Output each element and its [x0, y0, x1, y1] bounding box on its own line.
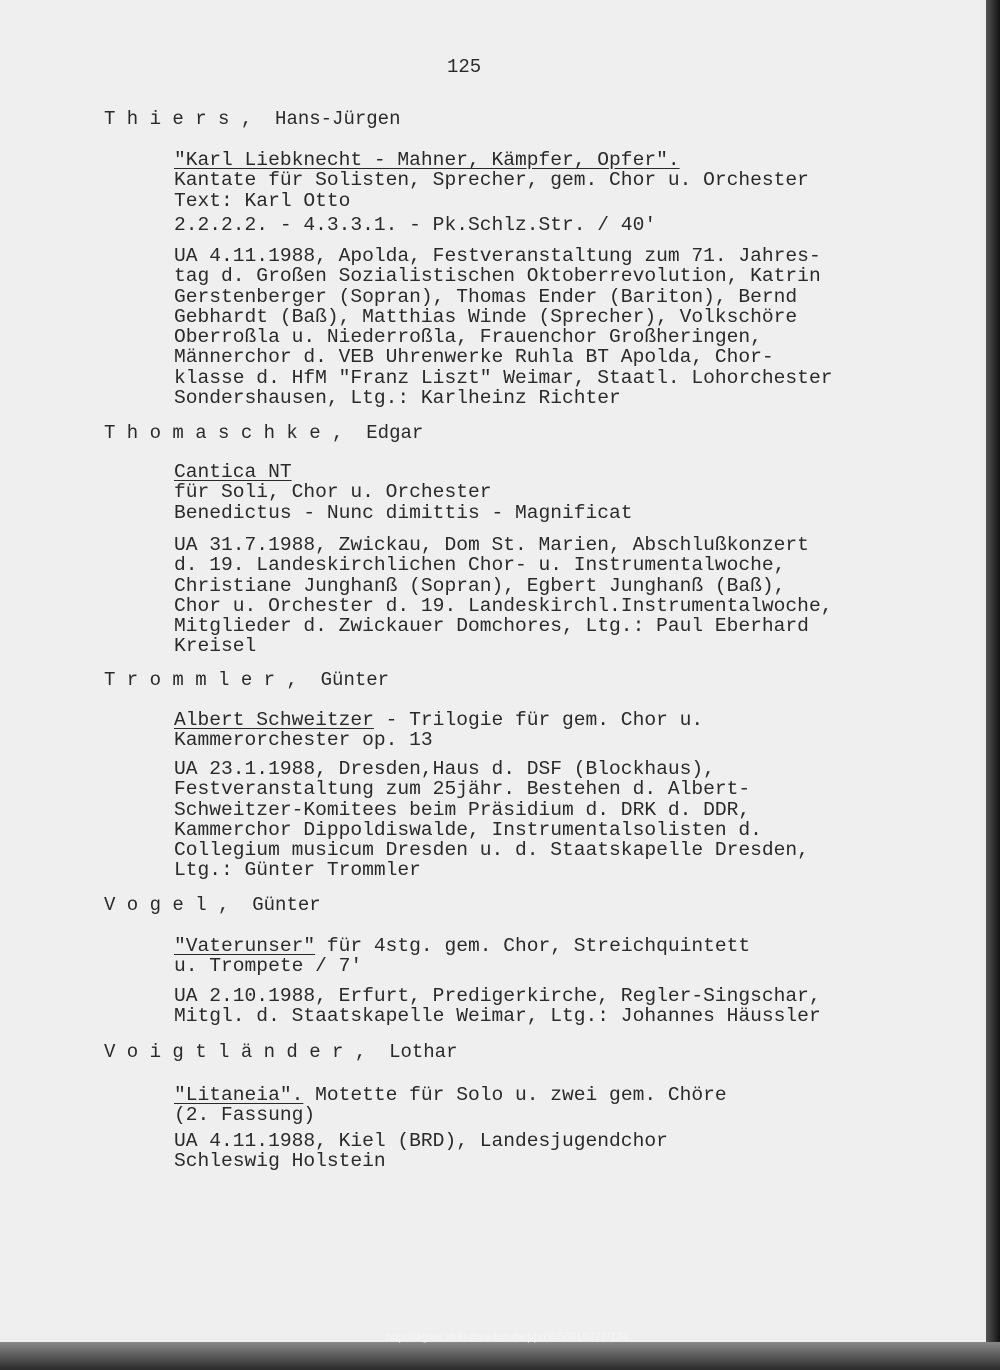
premiere-line: Kammerchor Dippoldiswalde, Instrumentalsolisten d.: [174, 818, 762, 841]
work-description-line: Text: Karl Otto: [174, 189, 351, 212]
composer-surname: T h o m a s c h k e ,: [104, 422, 344, 444]
premiere-info: [174, 1131, 668, 1172]
work-title-block: [174, 710, 703, 751]
premiere-line: Collegium musicum Dresden u. d. Staatskapelle Dresden,: [174, 839, 809, 862]
premiere-info: [174, 246, 832, 408]
premiere-line: Sondershausen, Ltg.: Karlheinz Richter: [174, 387, 621, 410]
premiere-line: UA 23.1.1988, Dresden,Haus d. DSF (Blockhaus),: [174, 758, 715, 780]
scan-bottom-edge: [0, 1342, 1000, 1370]
work-title-line: [174, 150, 809, 170]
composer-heading: [104, 109, 400, 129]
work-title: "Karl Liebknecht - Mahner, Kämpfer, Opfer".: [174, 149, 680, 171]
work-title-rest: für 4stg. gem. Chor, Streichquintett: [315, 935, 751, 957]
work-title: Cantica NT: [174, 461, 292, 483]
premiere-info: [174, 759, 809, 881]
work-title-line: [174, 1085, 727, 1105]
instrumentation: 2.2.2.2. - 4.3.3.1. - Pk.Schlz.Str. / 40': [174, 214, 657, 236]
work-description-line: Benedictus - Nunc dimittis - Magnificat: [174, 501, 633, 524]
premiere-line: Mitgl. d. Staatskapelle Weimar, Ltg.: Johannes Häussler: [174, 1005, 821, 1028]
premiere-line: d. 19. Landeskirchlichen Chor- u. Instrumentalwoche,: [174, 554, 786, 577]
premiere-line: Mitglieder d. Zwickauer Domchores, Ltg.: Paul Eberhard: [174, 615, 809, 638]
work-description-line: Kantate für Solisten, Sprecher, gem. Chor u. Orchester: [174, 169, 809, 192]
premiere-line: Christiane Junghanß (Sopran), Egbert Junghanß (Baß),: [174, 574, 786, 597]
composer-firstname: Günter: [320, 669, 390, 691]
footer-url[interactable]: http://digital.slub-dresden.de/ppn3058016222/134: [386, 1331, 629, 1343]
premiere-line: Gebhardt (Baß), Matthias Winde (Sprecher), Volkschöre: [174, 305, 798, 328]
work-title-block: [174, 936, 750, 977]
work-description-line: für Soli, Chor u. Orchester: [174, 481, 492, 504]
premiere-line: Kreisel: [174, 635, 257, 658]
work-title-line: [174, 710, 703, 730]
work-description-line: Kammerorchester op. 13: [174, 729, 433, 752]
work-description-line: u. Trompete / 7': [174, 955, 363, 978]
composer-heading: [104, 423, 423, 443]
work-title-line: [174, 936, 750, 956]
work-title-block: [174, 150, 809, 211]
premiere-info: [174, 986, 821, 1027]
composer-heading: [104, 895, 321, 915]
premiere-line: Chor u. Orchester d. 19. Landeskirchl.Instrumentalwoche,: [174, 594, 833, 617]
premiere-line: Schleswig Holstein: [174, 1150, 386, 1173]
work-title: "Vaterunser": [174, 935, 316, 957]
composer-surname: T h i e r s ,: [104, 108, 253, 130]
composer-surname: T r o m m l e r ,: [104, 669, 298, 691]
composer-firstname: Edgar: [366, 422, 424, 444]
work-title: "Litaneia".: [174, 1084, 304, 1106]
composer-surname: V o g e l ,: [104, 894, 230, 916]
work-title-rest: - Trilogie für gem. Chor u.: [373, 709, 704, 731]
composer-surname: V o i g t l ä n d e r ,: [104, 1041, 367, 1063]
premiere-line: Ltg.: Günter Trommler: [174, 859, 421, 882]
premiere-line: Oberroßla u. Niederroßla, Frauenchor Großheringen,: [174, 326, 762, 349]
premiere-line: UA 31.7.1988, Zwickau, Dom St. Marien, Abschlußkonzert: [174, 534, 809, 556]
premiere-line: UA 2.10.1988, Erfurt, Predigerkirche, Regler-Singschar,: [174, 985, 821, 1007]
premiere-line: tag d. Großen Sozialistischen Oktoberrevolution, Katrin: [174, 265, 821, 288]
work-title-block: [174, 1085, 727, 1126]
premiere-line: Festveranstaltung zum 25jähr. Bestehen d. Albert-: [174, 778, 751, 801]
premiere-info: [174, 535, 832, 657]
premiere-line: UA 4.11.1988, Apolda, Festveranstaltung zum 71. Jahres-: [174, 245, 821, 267]
composer-firstname: Hans-Jürgen: [275, 108, 401, 130]
composer-heading: [104, 670, 389, 690]
page-number: 125: [447, 56, 482, 78]
work-title-block: [174, 462, 633, 523]
premiere-line: Schweitzer-Komitees beim Präsidium d. DRK d. DDR,: [174, 798, 751, 821]
work-description-line: (2. Fassung): [174, 1104, 316, 1127]
premiere-line: Männerchor d. VEB Uhrenwerke Ruhla BT Apolda, Chor-: [174, 346, 774, 369]
premiere-line: klasse d. HfM "Franz Liszt" Weimar, Staatl. Lohorchester: [174, 366, 833, 389]
work-title-rest: Motette für Solo u. zwei gem. Chöre: [303, 1084, 727, 1106]
composer-firstname: Lothar: [389, 1041, 458, 1063]
work-title-line: [174, 462, 633, 482]
composer-heading: [104, 1042, 457, 1062]
premiere-line: UA 4.11.1988, Kiel (BRD), Landesjugendchor: [174, 1130, 668, 1152]
composer-firstname: Günter: [252, 894, 321, 916]
premiere-line: Gerstenberger (Sopran), Thomas Ender (Bariton), Bernd: [174, 285, 798, 308]
scan-edge: [986, 0, 1000, 1370]
work-title: Albert Schweitzer: [174, 709, 374, 731]
